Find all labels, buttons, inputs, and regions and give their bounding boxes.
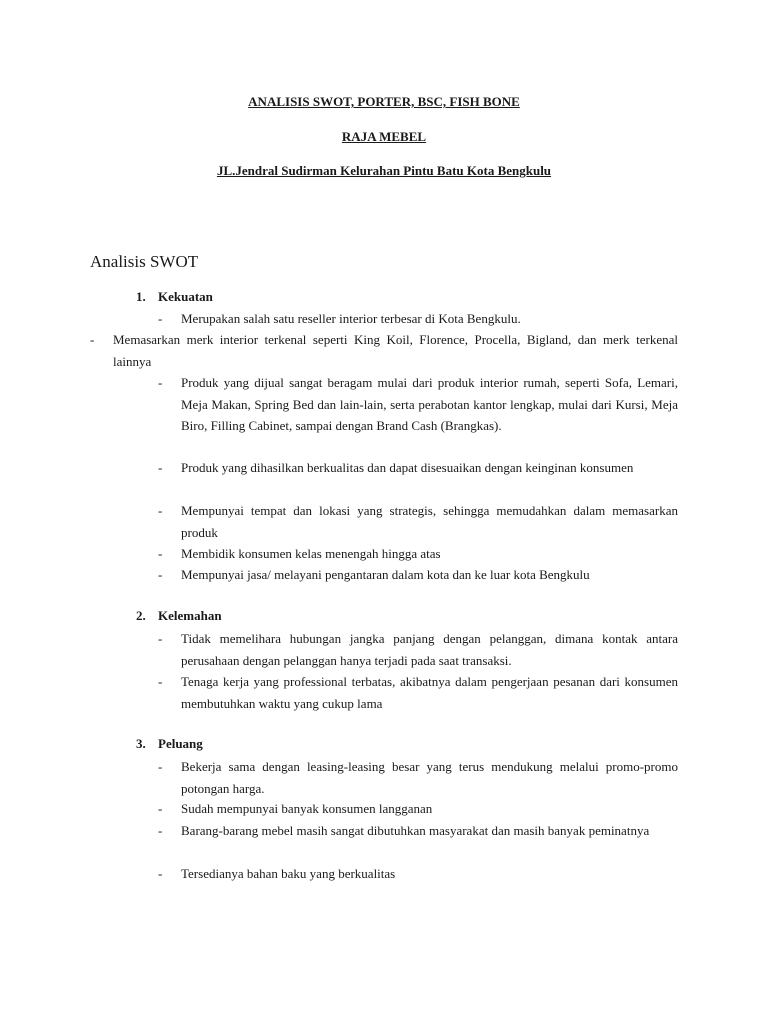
list-item-text: Sudah mempunyai banyak konsumen langganan (181, 801, 433, 816)
list-item (158, 798, 678, 820)
list-item (158, 543, 678, 565)
list-item (158, 500, 678, 543)
bullet-dash: - (158, 311, 163, 326)
list-item (158, 671, 678, 714)
list-item-text: Produk yang dihasilkan berkualitas dan dapat disesuaikan dengan keinginan konsumen (181, 460, 634, 475)
list-item-text: Mempunyai tempat dan lokasi yang strategis, sehingga memudahkan dalam memasarkan produk (181, 503, 678, 540)
list-item (158, 628, 678, 671)
list-item (158, 756, 678, 799)
company-address: JL.Jendral Sudirman Kelurahan Pintu Batu Kota Bengkulu (216, 163, 552, 178)
bullet-dash: - (158, 546, 163, 561)
list-item (90, 329, 678, 372)
section-title: Kekuatan (158, 289, 213, 304)
section-title: Kelemahan (158, 608, 222, 623)
list-item-text: Produk yang dijual sangat beragam mulai dari produk interior rumah, seperti Sofa, Lemari, Meja Makan, Spring Bed dan lain-lain, serta perabotan kantor lengkap, mulai dari Kursi, Meja Biro, Filling Cabinet, sampai dengan Brand Cash (Brangkas). (181, 375, 678, 433)
bullet-dash: - (158, 631, 163, 646)
section-heading-kelemahan (136, 608, 222, 624)
bullet-dash: - (158, 503, 163, 518)
list-item (158, 308, 678, 330)
bullet-dash: - (158, 823, 163, 838)
bullet-dash: - (90, 332, 95, 347)
swot-heading: Analisis SWOT (90, 252, 199, 271)
bullet-dash: - (158, 674, 163, 689)
section-heading-peluang (136, 736, 203, 752)
bullet-dash: - (158, 375, 163, 390)
bullet-dash: - (158, 460, 163, 475)
bullet-dash: - (158, 866, 163, 881)
section-heading-kekuatan (136, 289, 213, 305)
section-number: 3. (136, 736, 146, 751)
list-item (158, 564, 678, 586)
bullet-dash: - (158, 801, 163, 816)
list-item (158, 457, 678, 479)
list-item-text: Tidak memelihara hubungan jangka panjang dengan pelanggan, dimana kontak antara perusahaan dengan pelanggan hanya terjadi pada saat transaksi. (181, 631, 678, 668)
section-number: 2. (136, 608, 146, 623)
bullet-dash: - (158, 759, 163, 774)
section-title: Peluang (158, 736, 203, 751)
list-item (158, 863, 678, 885)
company-name: RAJA MEBEL (341, 129, 427, 144)
list-item-text: Tenaga kerja yang professional terbatas, akibatnya dalam pengerjaan pesanan dari konsumen membutuhkan waktu yang cukup lama (181, 674, 678, 711)
list-item-text: Membidik konsumen kelas menengah hingga atas (181, 546, 441, 561)
list-item-text: Memasarkan merk interior terkenal seperti King Koil, Florence, Procella, Bigland, dan merk terkenal lainnya (113, 332, 678, 369)
section-number: 1. (136, 289, 146, 304)
document-title: ANALISIS SWOT, PORTER, BSC, FISH BONE (248, 94, 520, 109)
list-item-text: Bekerja sama dengan leasing-leasing besar yang terus mendukung melalui promo-promo potongan harga. (181, 759, 678, 796)
list-item-text: Barang-barang mebel masih sangat dibutuhkan masyarakat dan masih banyak peminatnya (181, 823, 650, 838)
bullet-dash: - (158, 567, 163, 582)
list-item-text: Mempunyai jasa/ melayani pengantaran dalam kota dan ke luar kota Bengkulu (181, 567, 590, 582)
list-item-text: Tersedianya bahan baku yang berkualitas (181, 866, 396, 881)
list-item (158, 372, 678, 437)
list-item-text: Merupakan salah satu reseller interior terbesar di Kota Bengkulu. (181, 311, 521, 326)
list-item (158, 820, 678, 842)
